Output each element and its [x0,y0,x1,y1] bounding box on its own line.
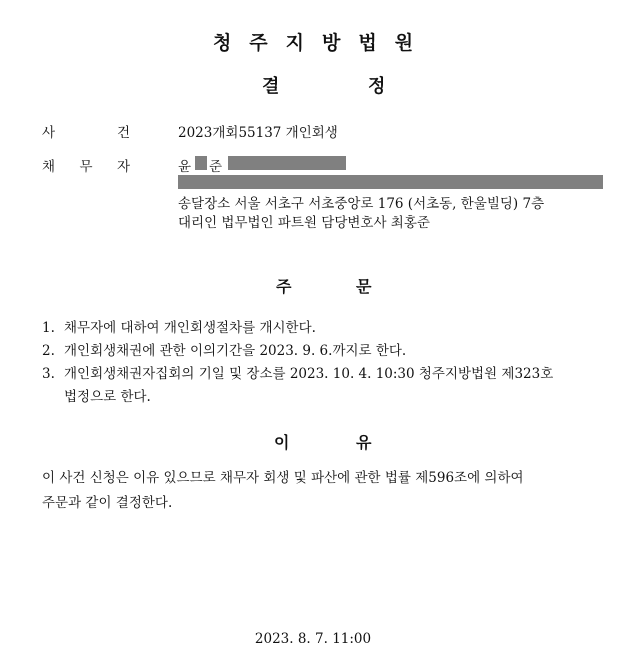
debtor-name-last: 준 [209,159,223,175]
order-item: 1. 채무자에 대하여 개인회생절차를 개시한다. [42,320,316,336]
case-label: 사 건 [42,125,130,141]
decision-date: 2023. 8. 7. 11:00 [254,631,372,647]
court-name: 청주지방법원 [212,32,432,54]
redaction-block [178,175,603,189]
redaction-block [195,156,207,170]
order-item: 2. 개인회생채권에 관한 이의기간을 2023. 9. 6.까지로 한다. [42,343,407,359]
representative: 대리인 법무법인 파트원 담당변호사 최홍준 [178,215,430,231]
debtor-label: 채 무 자 [42,159,130,175]
reason-line-1: 이 사건 신청은 이유 있으므로 채무자 회생 및 파산에 관한 법률 제596조에 의하여 [42,470,524,486]
document-type-char-1: 결 [262,76,280,97]
order-item-continuation: 법정으로 한다. [64,389,151,405]
case-number: 2023개회55137 개인회생 [178,125,338,141]
document-type-char-2: 정 [368,76,386,97]
reason-line-2: 주문과 같이 결정한다. [42,495,173,511]
service-address: 송달장소 서울 서초구 서초중앙로 176 (서초동, 한울빌딩) 7층 [178,196,545,212]
redaction-block [228,156,346,170]
debtor-name-first: 윤 [178,159,192,175]
order-item: 3. 개인회생채권자집회의 기일 및 장소를 2023. 10. 4. 10:30 청주지방법원 제323호 [42,366,554,382]
